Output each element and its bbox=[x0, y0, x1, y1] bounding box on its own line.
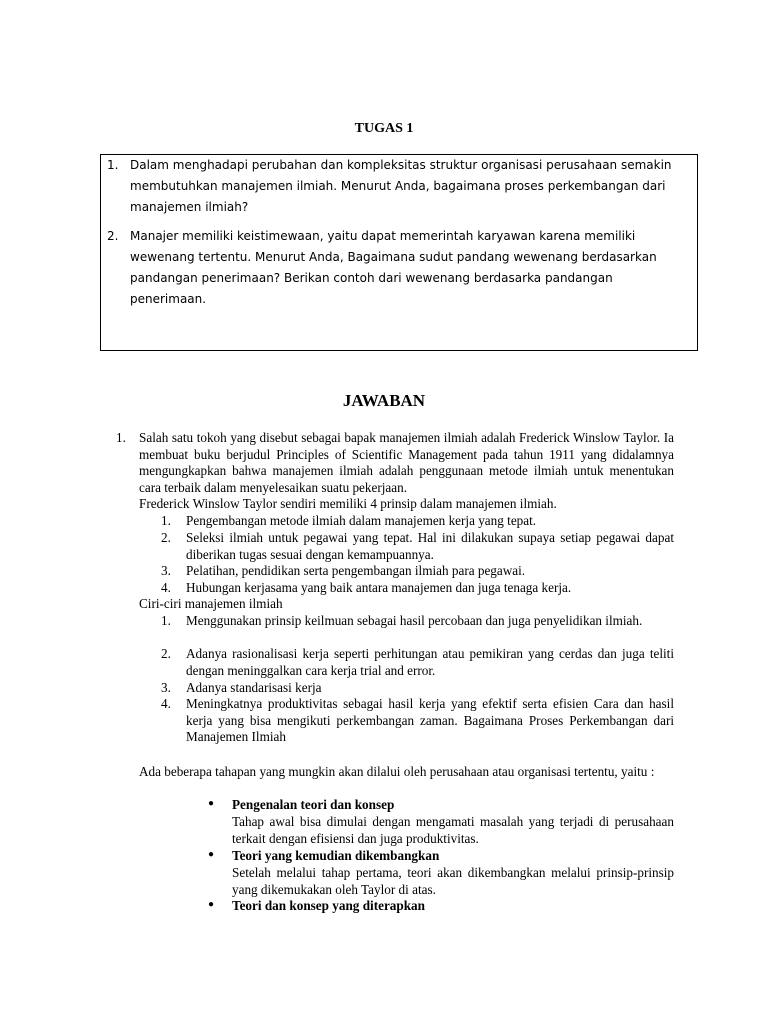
list-number: 4. bbox=[161, 696, 171, 711]
tahapan-title: Teori dan konsep yang diterapkan bbox=[232, 898, 425, 913]
answer-title: JAWABAN bbox=[342, 391, 426, 410]
bullet-icon: ● bbox=[208, 798, 215, 809]
list-item: Pelatihan, pendidikan serta pengembangan ilmiah para pegawai. bbox=[186, 563, 526, 578]
list-item: Pengembangan metode ilmiah dalam manajemen kerja yang tepat. bbox=[186, 513, 537, 528]
list-number: 2. bbox=[161, 530, 171, 545]
question-text: Manajer memiliki keistimewaan, yaitu dapat memerintah karyawan karena memiliki wewenang tertentu. Menurut Anda, Bagaimana sudut pandang wewenang berdasarkan pandangan penerimaan? Berikan contoh dari wewenang berdasarka pandangan penerimaan. bbox=[130, 229, 657, 306]
tahapan-title: Pengenalan teori dan konsep bbox=[232, 797, 395, 812]
bullet-icon: ● bbox=[208, 899, 215, 910]
prinsip-lead: Frederick Winslow Taylor sendiri memiliki 4 prinsip dalam manajemen ilmiah. bbox=[139, 496, 557, 511]
tahapan-desc: Tahap awal bisa dimulai dengan mengamati masalah yang terjadi di perusahaan terkait dengan efisiensi dan juga produktivitas. bbox=[232, 814, 674, 846]
list-number: 1. bbox=[161, 513, 171, 528]
question-number: 2. bbox=[107, 229, 119, 243]
question-number: 1. bbox=[107, 158, 119, 172]
list-item: Meningkatnya produktivitas sebagai hasil kerja yang efektif serta efisien Cara dan hasil kerja yang bisa mengikuti perkembangan zaman. Bagaimana Proses Perkembangan dari Manajemen Ilmiah bbox=[186, 696, 674, 745]
list-item: Menggunakan prinsip keilmuan sebagai hasil percobaan dan juga penyelidikan ilmiah. bbox=[186, 613, 643, 628]
answer-intro: Salah satu tokoh yang disebut sebagai bapak manajemen ilmiah adalah Frederick Winslow Taylor. Ia membuat buku berjudul Principles of Scientific Management pada tahun 1911 yang didalamnya mengungkapkan bahwa manajemen ilmiah adalah penggunaan metode ilmiah untuk menentukan cara terbaik dalam menyelesaikan suatu pekerjaan. bbox=[139, 430, 674, 496]
list-number: 2. bbox=[161, 646, 171, 661]
question-text: Dalam menghadapi perubahan dan kompleksitas struktur organisasi perusahaan semakin membutuhkan manajemen ilmiah. Menurut Anda, bagaimana proses perkembangan dari manajemen ilmiah? bbox=[130, 158, 672, 214]
list-number: 3. bbox=[161, 563, 171, 578]
assignment-title: TUGAS 1 bbox=[354, 121, 414, 136]
list-item: Hubungan kerjasama yang baik antara manajemen dan juga tenaga kerja. bbox=[186, 580, 572, 595]
ciri-lead: Ciri-ciri manajemen ilmiah bbox=[139, 596, 283, 611]
list-item: Adanya standarisasi kerja bbox=[186, 680, 322, 695]
tahapan-lead: Ada beberapa tahapan yang mungkin akan dilalui oleh perusahaan atau organisasi tertentu, yaitu : bbox=[139, 764, 655, 779]
answer-number: 1. bbox=[116, 430, 126, 445]
tahapan-title: Teori yang kemudian dikembangkan bbox=[232, 848, 440, 863]
list-number: 4. bbox=[161, 580, 171, 595]
list-number: 1. bbox=[161, 613, 171, 628]
list-item: Seleksi ilmiah untuk pegawai yang tepat. Hal ini dilakukan supaya setiap pegawai dapat diberikan tugas sesuai dengan kemampuannya. bbox=[186, 530, 674, 562]
list-item: Adanya rasionalisasi kerja seperti perhitungan atau pemikiran yang cerdas dan juga teliti dengan meninggalkan cara kerja trial and error. bbox=[186, 646, 674, 678]
bullet-icon: ● bbox=[208, 849, 215, 860]
list-number: 3. bbox=[161, 680, 171, 695]
tahapan-desc: Setelah melalui tahap pertama, teori akan dikembangkan melalui prinsip-prinsip yang dikemukakan oleh Taylor di atas. bbox=[232, 865, 674, 897]
question-box bbox=[100, 154, 698, 351]
